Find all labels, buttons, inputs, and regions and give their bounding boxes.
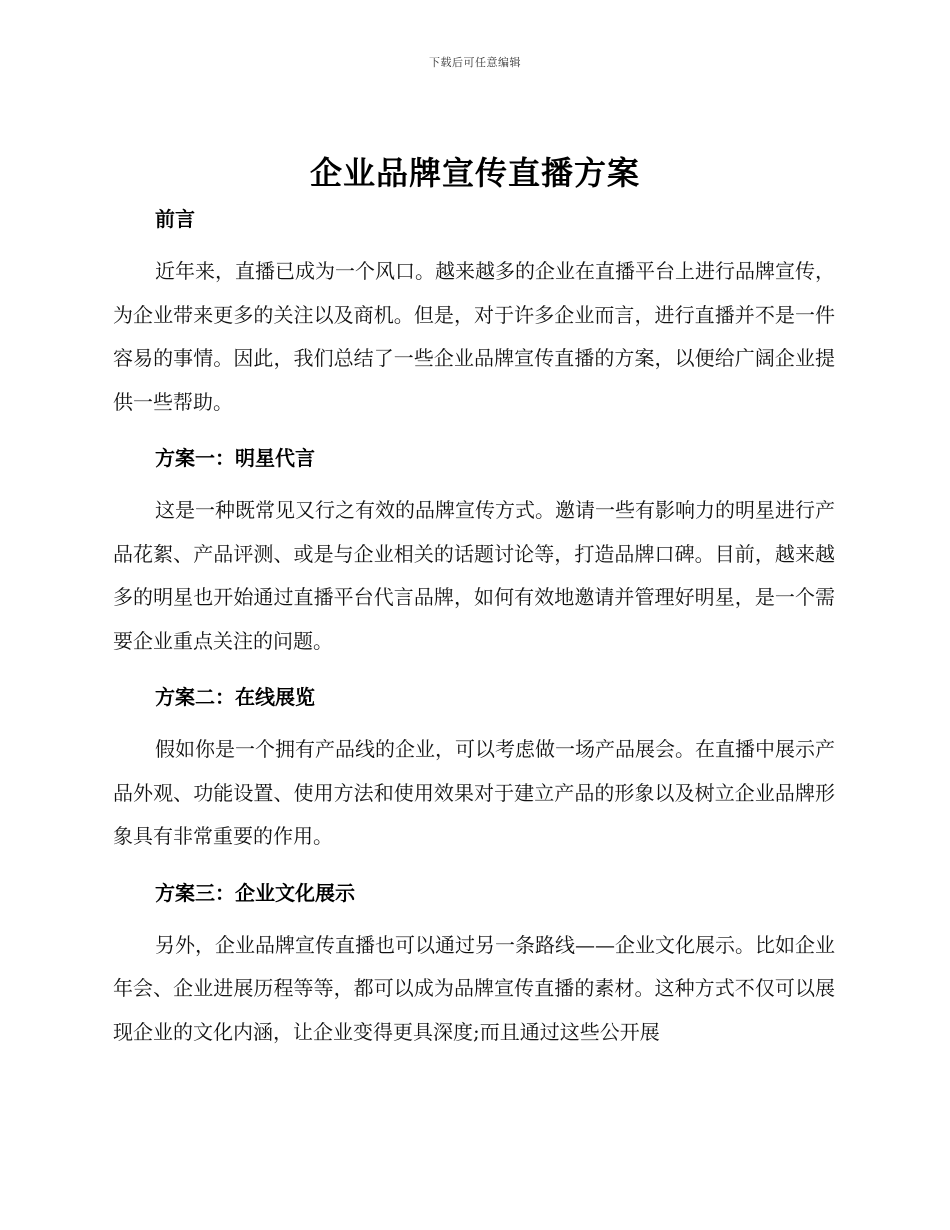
- section-paragraph-plan-2: 假如你是一个拥有产品线的企业，可以考虑做一场产品展会。在直播中展示产品外观、功能设置、使用方法和使用效果对于建立产品的形象以及树立企业品牌形象具有非常重要的作用。: [113, 737, 835, 848]
- section-heading-preface: 前言: [155, 207, 195, 231]
- section-paragraph-plan-3: 另外，企业品牌宣传直播也可以通过另一条路线——企业文化展示。比如企业年会、企业进展历程等等，都可以成为品牌宣传直播的素材。这种方式不仅可以展现企业的文化内涵，让企业变得更具深度;而且通过这些公开展: [113, 932, 835, 1044]
- section-heading-plan-2: 方案二：在线展览: [155, 685, 315, 709]
- section-heading-plan-3: 方案三：企业文化展示: [155, 880, 355, 905]
- section-paragraph-plan-1: 这是一种既常见又行之有效的品牌宣传方式。邀请一些有影响力的明星进行产品花絮、产品评测、或是与企业相关的话题讨论等，打造品牌口碑。目前，越来越多的明星也开始通过直播平台代言品牌，如何有效地邀请并管理好明星，是一个需要企业重点关注的问题。: [113, 498, 835, 653]
- document-title: 企业品牌宣传直播方案: [309, 154, 640, 192]
- header-note: 下载后可任意编辑: [429, 56, 521, 69]
- section-heading-plan-1: 方案一：明星代言: [155, 446, 315, 470]
- document-body: [113, 200, 835, 1054]
- section-paragraph-preface: 近年来，直播已成为一个风口。越来越多的企业在直播平台上进行品牌宣传，为企业带来更多的关注以及商机。但是，对于许多企业而言，进行直播并不是一件容易的事情。因此，我们总结了一些企业品牌宣传直播的方案，以便给广阔企业提供一些帮助。: [113, 259, 835, 414]
